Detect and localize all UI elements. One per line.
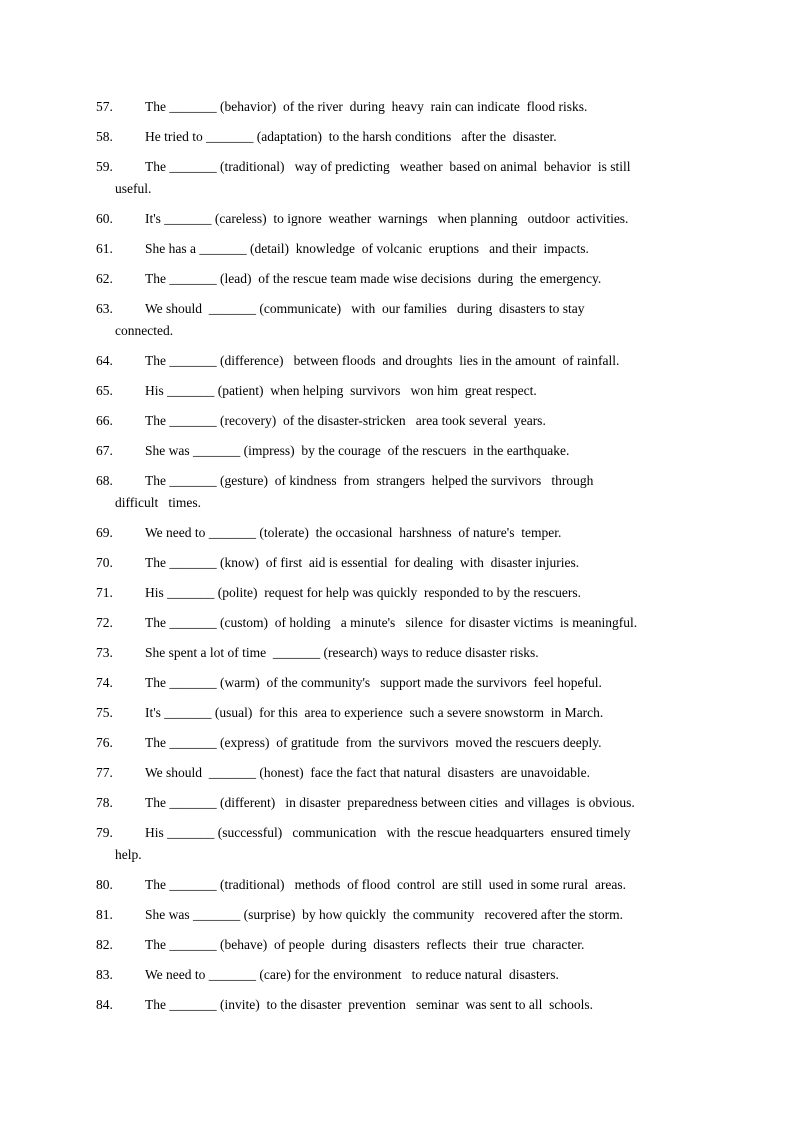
item-sentence	[0, 208, 629, 230]
item-sentence	[0, 380, 600, 402]
item-sentence	[0, 410, 600, 432]
item-sentence	[0, 702, 604, 724]
sentence-line: The _______ (gesture) of kindness from strangers helped the survivors through	[145, 473, 594, 488]
exercise-item	[0, 410, 600, 432]
sentence-continuation: connected.	[115, 323, 174, 338]
item-sentence	[0, 762, 600, 784]
exercise-item	[0, 208, 629, 230]
item-number: 71.	[96, 585, 113, 600]
item-number: 57.	[96, 99, 113, 114]
exercise-item	[0, 994, 600, 1016]
item-number: 66.	[96, 413, 113, 428]
sentence-line: We need to _______ (care) for the environment to reduce natural disasters.	[145, 967, 559, 982]
item-sentence	[0, 440, 600, 462]
sentence-line: She has a _______ (detail) knowledge of volcanic eruptions and their impacts.	[145, 241, 589, 256]
item-number: 58.	[96, 129, 113, 144]
sentence-line: It's _______ (usual) for this area to experience such a severe snowstorm in March.	[145, 705, 604, 720]
item-number: 83.	[96, 967, 113, 982]
sentence-line: He tried to _______ (adaptation) to the harsh conditions after the disaster.	[145, 129, 557, 144]
sentence-line: The _______ (know) of first aid is essential for dealing with disaster injuries.	[145, 555, 580, 570]
item-number: 62.	[96, 271, 113, 286]
item-number: 69.	[96, 525, 113, 540]
exercise-item	[0, 350, 620, 372]
item-sentence	[0, 552, 600, 574]
item-number: 60.	[96, 211, 113, 226]
item-number: 67.	[96, 443, 113, 458]
item-number: 81.	[96, 907, 113, 922]
item-sentence	[0, 994, 600, 1016]
exercise-item	[0, 440, 600, 462]
item-sentence	[0, 268, 600, 290]
item-sentence	[0, 642, 600, 664]
sentence-line: The _______ (warm) of the community's support made the survivors feel hopeful.	[145, 675, 602, 690]
item-sentence	[0, 350, 620, 372]
sentence-line: The _______ (custom) of holding a minute's silence for disaster victims is meaningful.	[145, 615, 638, 630]
item-number: 80.	[96, 877, 113, 892]
exercise-item	[0, 792, 635, 814]
sentence-line: The _______ (traditional) methods of flood control are still used in some rural areas.	[145, 877, 627, 892]
exercise-item	[0, 874, 627, 896]
item-number: 77.	[96, 765, 113, 780]
sentence-line: We should _______ (communicate) with our families during disasters to stay	[145, 301, 585, 316]
exercise-item	[0, 298, 600, 342]
sentence-line: The _______ (difference) between floods and droughts lies in the amount of rainfall.	[145, 353, 620, 368]
item-sentence	[0, 822, 631, 866]
sentence-line: She was _______ (surprise) by how quickly the community recovered after the storm.	[145, 907, 624, 922]
item-number: 79.	[96, 825, 113, 840]
item-number: 73.	[96, 645, 113, 660]
item-number: 61.	[96, 241, 113, 256]
exercise-item	[0, 642, 600, 664]
exercise-item	[0, 126, 600, 148]
item-sentence	[0, 126, 600, 148]
item-sentence	[0, 156, 631, 200]
sentence-continuation: help.	[115, 847, 142, 862]
sentence-line: The _______ (invite) to the disaster prevention seminar was sent to all schools.	[145, 997, 594, 1012]
sentence-line: The _______ (behavior) of the river during heavy rain can indicate flood risks.	[145, 99, 588, 114]
item-sentence	[0, 904, 624, 926]
sentence-continuation: difficult times.	[115, 495, 201, 510]
item-number: 74.	[96, 675, 113, 690]
item-number: 75.	[96, 705, 113, 720]
item-number: 64.	[96, 353, 113, 368]
exercise-item	[0, 380, 600, 402]
exercise-item	[0, 470, 600, 514]
item-sentence	[0, 470, 600, 514]
sentence-line: The _______ (recovery) of the disaster-stricken area took several years.	[145, 413, 546, 428]
exercise-item	[0, 156, 631, 200]
exercise-item	[0, 904, 624, 926]
item-number: 72.	[96, 615, 113, 630]
item-number: 84.	[96, 997, 113, 1012]
item-sentence	[0, 874, 627, 896]
item-number: 70.	[96, 555, 113, 570]
item-sentence	[0, 964, 600, 986]
item-sentence	[0, 96, 600, 118]
sentence-line: The _______ (different) in disaster preparedness between cities and villages is obvious.	[145, 795, 635, 810]
item-sentence	[0, 612, 638, 634]
sentence-line: She was _______ (impress) by the courage of the rescuers in the earthquake.	[145, 443, 570, 458]
exercise-item	[0, 822, 631, 866]
item-number: 76.	[96, 735, 113, 750]
sentence-line: The _______ (traditional) way of predicting weather based on animal behavior is still	[145, 159, 631, 174]
exercise-item	[0, 268, 600, 290]
exercise-item	[0, 238, 600, 260]
item-sentence	[0, 238, 600, 260]
exercise-item	[0, 672, 600, 694]
item-number: 68.	[96, 473, 113, 488]
item-sentence	[0, 298, 600, 342]
item-number: 63.	[96, 301, 113, 316]
exercise-item	[0, 732, 600, 754]
sentence-line: The _______ (lead) of the rescue team made wise decisions during the emergency.	[145, 271, 602, 286]
exercise-item	[0, 762, 600, 784]
sentence-line: She spent a lot of time _______ (research) ways to reduce disaster risks.	[145, 645, 539, 660]
sentence-line: His _______ (successful) communication with the rescue headquarters ensured timely	[145, 825, 631, 840]
item-number: 65.	[96, 383, 113, 398]
exercise-item	[0, 522, 600, 544]
sentence-line: The _______ (behave) of people during disasters reflects their true character.	[145, 937, 585, 952]
exercise-item	[0, 582, 600, 604]
exercise-list	[0, 96, 794, 1024]
item-sentence	[0, 582, 600, 604]
item-number: 59.	[96, 159, 113, 174]
item-sentence	[0, 934, 600, 956]
exercise-item	[0, 612, 638, 634]
exercise-item	[0, 934, 600, 956]
sentence-line: It's _______ (careless) to ignore weather warnings when planning outdoor activities.	[145, 211, 629, 226]
exercise-item	[0, 96, 600, 118]
exercise-item	[0, 964, 600, 986]
item-number: 82.	[96, 937, 113, 952]
item-number: 78.	[96, 795, 113, 810]
sentence-line: The _______ (express) of gratitude from the survivors moved the rescuers deeply.	[145, 735, 602, 750]
item-sentence	[0, 792, 635, 814]
sentence-line: We need to _______ (tolerate) the occasional harshness of nature's temper.	[145, 525, 562, 540]
sentence-line: We should _______ (honest) face the fact that natural disasters are unavoidable.	[145, 765, 591, 780]
item-sentence	[0, 522, 600, 544]
sentence-line: His _______ (patient) when helping survivors won him great respect.	[145, 383, 537, 398]
sentence-continuation: useful.	[115, 181, 152, 196]
item-sentence	[0, 672, 600, 694]
exercise-item	[0, 702, 604, 724]
item-sentence	[0, 732, 600, 754]
sentence-line: His _______ (polite) request for help was quickly responded to by the rescuers.	[145, 585, 582, 600]
exercise-item	[0, 552, 600, 574]
